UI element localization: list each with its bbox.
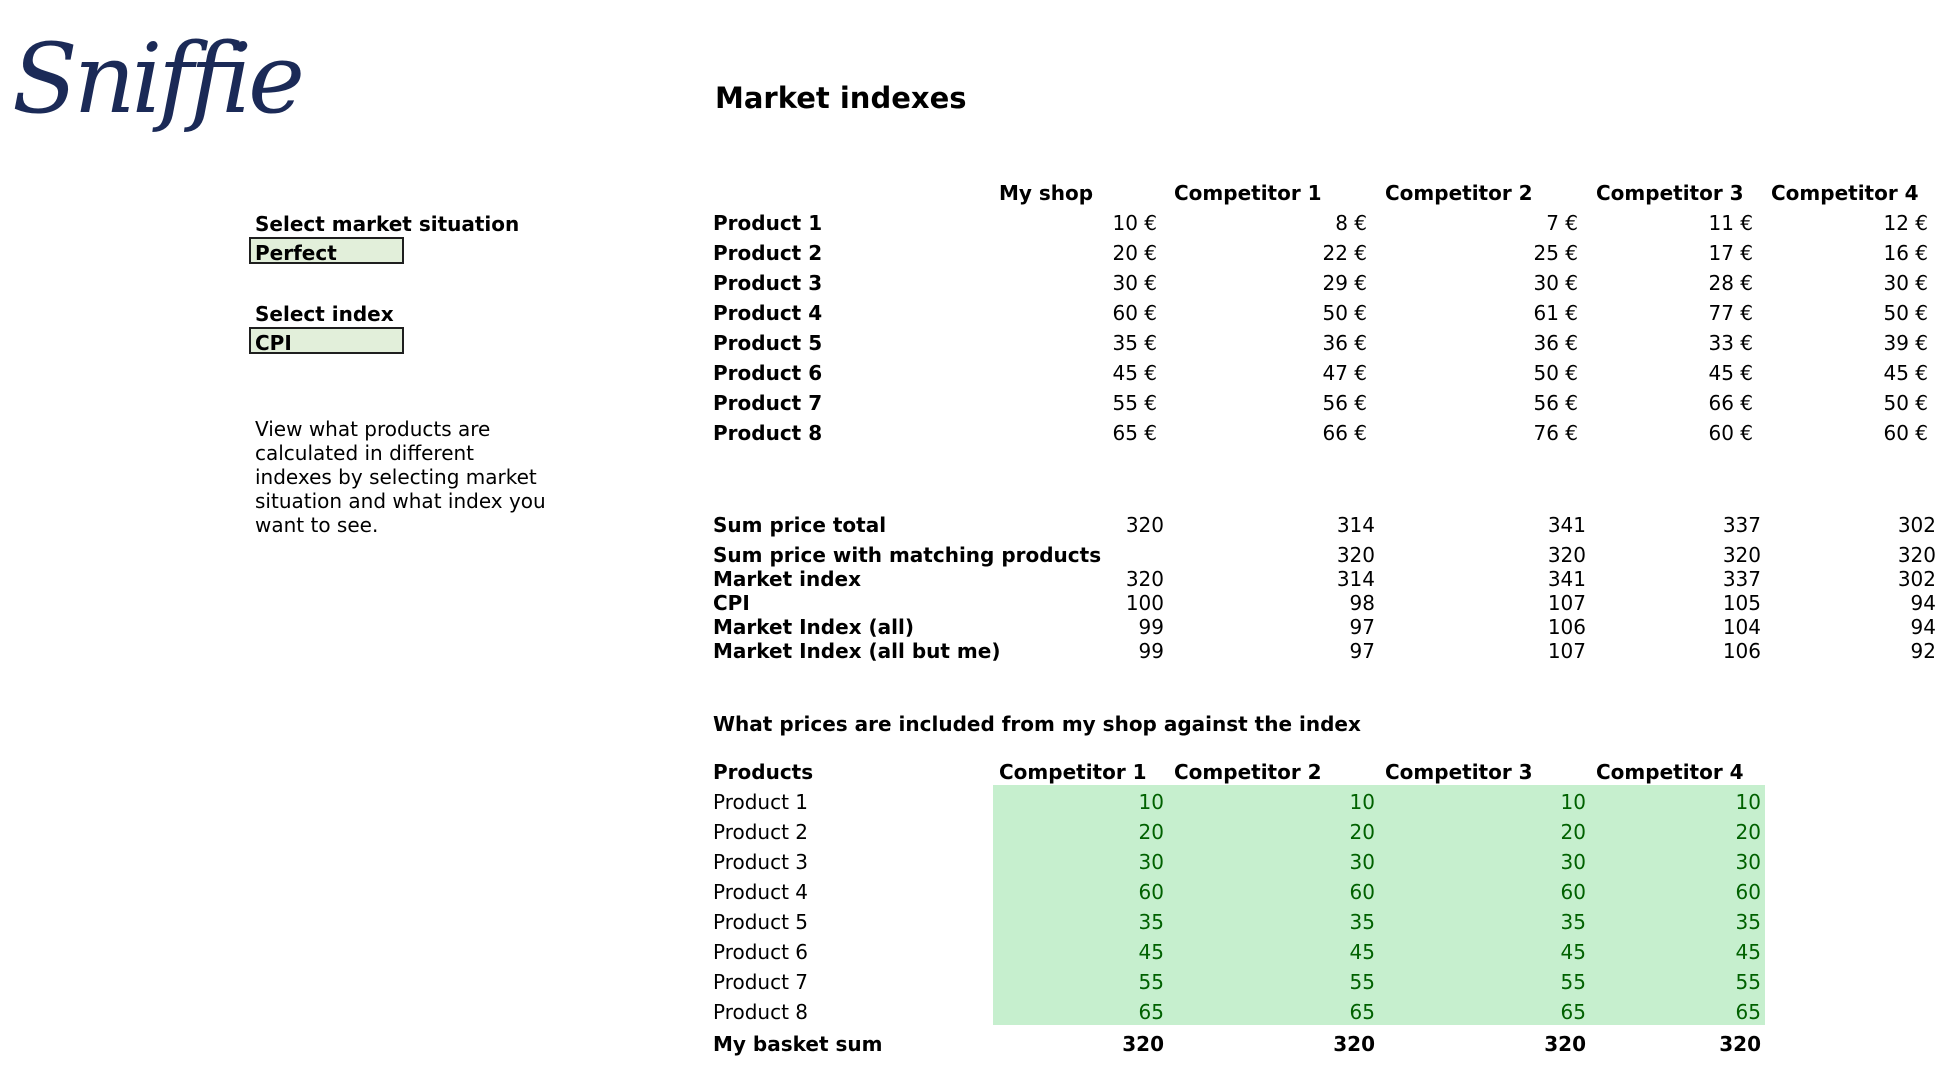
price-cell: 8 €	[1335, 211, 1367, 235]
price-cell: 30 €	[1112, 271, 1157, 295]
price-cell: 45 €	[1112, 361, 1157, 385]
summary-row-label: Market Index (all but me)	[713, 639, 1001, 663]
price-cell: 66 €	[1708, 391, 1753, 415]
price-cell: 50 €	[1533, 361, 1578, 385]
price-cell: 22 €	[1322, 241, 1367, 265]
price-header-5: Competitor 4	[1771, 181, 1919, 205]
price-cell: 30 €	[1533, 271, 1578, 295]
price-cell: 60 €	[1708, 421, 1753, 445]
included-cell: 55	[1735, 970, 1761, 994]
included-cell: 45	[1560, 940, 1586, 964]
basket-sum-label: My basket sum	[713, 1032, 883, 1056]
market-situation-label: Select market situation	[255, 212, 520, 236]
price-cell: 76 €	[1533, 421, 1578, 445]
price-cell: 11 €	[1708, 211, 1753, 235]
summary-cell: 104	[1722, 615, 1761, 639]
price-row-label: Product 8	[713, 421, 823, 445]
included-cell: 35	[1138, 910, 1164, 934]
price-cell: 65 €	[1112, 421, 1157, 445]
price-cell: 50 €	[1322, 301, 1367, 325]
summary-row-label: Sum price with matching products	[713, 543, 1102, 567]
price-cell: 60 €	[1883, 421, 1928, 445]
price-cell: 20 €	[1112, 241, 1157, 265]
included-cell: 10	[1138, 790, 1164, 814]
included-heading: What prices are included from my shop against the index	[713, 712, 1361, 736]
included-cell: 30	[1560, 850, 1586, 874]
summary-cell: 320	[1897, 543, 1936, 567]
included-cell: 65	[1560, 1000, 1586, 1024]
included-cell: 30	[1735, 850, 1761, 874]
summary-cell: 107	[1547, 639, 1586, 663]
included-cell: 20	[1735, 820, 1761, 844]
page-title: Market indexes	[715, 81, 967, 115]
included-cell: 30	[1138, 850, 1164, 874]
summary-cell: 97	[1349, 615, 1375, 639]
price-header-3: Competitor 2	[1385, 181, 1533, 205]
summary-cell: 320	[1336, 543, 1375, 567]
summary-cell: 341	[1547, 513, 1586, 537]
basket-sum-cell: 320	[1719, 1032, 1761, 1056]
summary-cell: 341	[1547, 567, 1586, 591]
price-cell: 77 €	[1708, 301, 1753, 325]
included-cell: 60	[1349, 880, 1375, 904]
summary-cell: 106	[1722, 639, 1761, 663]
price-cell: 36 €	[1533, 331, 1578, 355]
included-header-3: Competitor 3	[1385, 760, 1533, 784]
price-cell: 56 €	[1322, 391, 1367, 415]
included-cell: 55	[1349, 970, 1375, 994]
included-row-label: Product 2	[713, 820, 809, 844]
summary-cell: 302	[1897, 513, 1936, 537]
index-dropdown[interactable]: CPI	[249, 327, 404, 354]
included-cell: 10	[1560, 790, 1586, 814]
included-header-2: Competitor 2	[1174, 760, 1322, 784]
summary-cell: 107	[1547, 591, 1586, 615]
price-cell: 10 €	[1112, 211, 1157, 235]
summary-cell: 99	[1138, 615, 1164, 639]
summary-cell: 99	[1138, 639, 1164, 663]
price-header-2: Competitor 1	[1174, 181, 1322, 205]
summary-cell: 106	[1547, 615, 1586, 639]
index-label: Select index	[255, 302, 394, 326]
summary-row-label: Sum price total	[713, 513, 887, 537]
summary-cell: 320	[1722, 543, 1761, 567]
price-cell: 50 €	[1883, 301, 1928, 325]
summary-cell: 100	[1125, 591, 1164, 615]
included-cell: 45	[1138, 940, 1164, 964]
summary-cell: 105	[1722, 591, 1761, 615]
price-row-label: Product 7	[713, 391, 823, 415]
summary-cell: 337	[1722, 513, 1761, 537]
price-cell: 45 €	[1708, 361, 1753, 385]
price-cell: 55 €	[1112, 391, 1157, 415]
included-cell: 35	[1560, 910, 1586, 934]
included-cell: 65	[1735, 1000, 1761, 1024]
included-cell: 45	[1735, 940, 1761, 964]
included-row-label: Product 1	[713, 790, 809, 814]
included-cell: 65	[1138, 1000, 1164, 1024]
price-cell: 35 €	[1112, 331, 1157, 355]
price-cell: 25 €	[1533, 241, 1578, 265]
included-header-1: Competitor 1	[999, 760, 1147, 784]
price-cell: 47 €	[1322, 361, 1367, 385]
included-row-label: Product 6	[713, 940, 809, 964]
included-row-label: Product 4	[713, 880, 809, 904]
included-cell: 45	[1349, 940, 1375, 964]
summary-row-label: CPI	[713, 591, 750, 615]
summary-cell: 98	[1349, 591, 1375, 615]
summary-cell: 314	[1336, 567, 1375, 591]
included-row-label: Product 7	[713, 970, 809, 994]
price-row-label: Product 3	[713, 271, 823, 295]
price-cell: 29 €	[1322, 271, 1367, 295]
included-cell: 10	[1735, 790, 1761, 814]
included-cell: 60	[1138, 880, 1164, 904]
description-text: View what products are calculated in different indexes by selecting market situation and what index you want to see.	[255, 417, 546, 537]
summary-cell: 302	[1897, 567, 1936, 591]
included-cell: 20	[1349, 820, 1375, 844]
summary-row-label: Market index	[713, 567, 861, 591]
summary-cell: 337	[1722, 567, 1761, 591]
sniffie-logo	[8, 14, 308, 139]
included-row-label: Product 5	[713, 910, 809, 934]
price-row-label: Product 4	[713, 301, 823, 325]
market-situation-dropdown[interactable]: Perfect	[249, 237, 404, 264]
included-cell: 55	[1138, 970, 1164, 994]
price-cell: 61 €	[1533, 301, 1578, 325]
price-cell: 12 €	[1883, 211, 1928, 235]
included-products-header: Products	[713, 760, 814, 784]
summary-cell: 320	[1125, 567, 1164, 591]
summary-row-label: Market Index (all)	[713, 615, 915, 639]
summary-cell: 320	[1547, 543, 1586, 567]
included-cell: 35	[1349, 910, 1375, 934]
included-cell: 60	[1560, 880, 1586, 904]
included-row-label: Product 8	[713, 1000, 809, 1024]
price-cell: 66 €	[1322, 421, 1367, 445]
price-cell: 17 €	[1708, 241, 1753, 265]
price-cell: 56 €	[1533, 391, 1578, 415]
price-row-label: Product 5	[713, 331, 823, 355]
price-cell: 16 €	[1883, 241, 1928, 265]
basket-sum-cell: 320	[1333, 1032, 1375, 1056]
included-cell: 65	[1349, 1000, 1375, 1024]
summary-cell: 320	[1125, 513, 1164, 537]
basket-sum-cell: 320	[1122, 1032, 1164, 1056]
summary-cell: 92	[1910, 639, 1936, 663]
included-header-4: Competitor 4	[1596, 760, 1744, 784]
price-row-label: Product 1	[713, 211, 823, 235]
price-cell: 36 €	[1322, 331, 1367, 355]
logo-text: Sniffie	[12, 23, 301, 135]
price-header-1: My shop	[999, 181, 1094, 205]
included-cell: 20	[1560, 820, 1586, 844]
included-cell: 35	[1735, 910, 1761, 934]
price-cell: 30 €	[1883, 271, 1928, 295]
price-cell: 7 €	[1546, 211, 1578, 235]
summary-cell: 94	[1910, 591, 1936, 615]
price-cell: 60 €	[1112, 301, 1157, 325]
summary-cell: 94	[1910, 615, 1936, 639]
basket-sum-cell: 320	[1544, 1032, 1586, 1056]
included-cell: 30	[1349, 850, 1375, 874]
price-cell: 39 €	[1883, 331, 1928, 355]
summary-cell: 314	[1336, 513, 1375, 537]
price-row-label: Product 2	[713, 241, 823, 265]
price-header-4: Competitor 3	[1596, 181, 1744, 205]
included-cell: 10	[1349, 790, 1375, 814]
price-row-label: Product 6	[713, 361, 823, 385]
included-cell: 60	[1735, 880, 1761, 904]
summary-cell: 97	[1349, 639, 1375, 663]
price-cell: 28 €	[1708, 271, 1753, 295]
price-cell: 33 €	[1708, 331, 1753, 355]
price-cell: 50 €	[1883, 391, 1928, 415]
price-cell: 45 €	[1883, 361, 1928, 385]
included-row-label: Product 3	[713, 850, 809, 874]
included-cell: 55	[1560, 970, 1586, 994]
included-cell: 20	[1138, 820, 1164, 844]
